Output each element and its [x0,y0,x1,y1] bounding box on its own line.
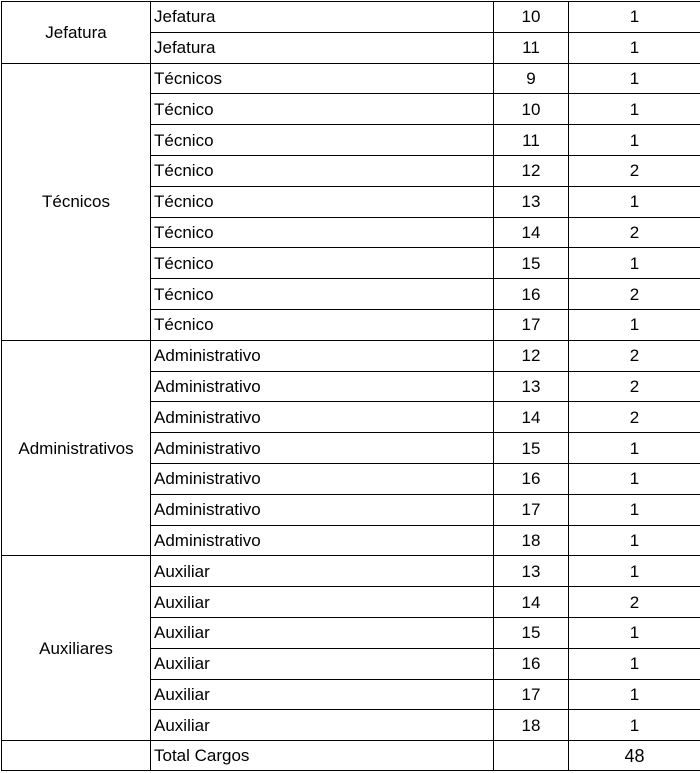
cargos-table [1,1,700,771]
grado-cell: 17 [494,309,569,340]
grado-cell: 14 [494,402,569,433]
grado-cell: 15 [494,617,569,648]
grado-cell: 17 [494,679,569,710]
cargo-cell: Auxiliar [151,679,494,710]
cargo-cell: Técnico [151,279,494,310]
group-label: Auxiliares [2,556,151,741]
total-value: 48 [569,741,700,771]
group-label: Técnicos [2,63,151,340]
cantidad-cell: 1 [569,32,700,63]
grado-cell: 17 [494,494,569,525]
cargo-cell: Técnico [151,217,494,248]
grado-cell: 12 [494,155,569,186]
table-row [2,63,700,94]
cantidad-cell: 1 [569,248,700,279]
cantidad-cell: 1 [569,186,700,217]
table-row [2,2,700,33]
table-row [2,556,700,587]
grado-cell: 15 [494,433,569,464]
cantidad-cell: 1 [569,525,700,556]
total-empty-cell [494,741,569,771]
cantidad-cell: 1 [569,94,700,125]
cargo-cell: Técnico [151,125,494,156]
cargo-cell: Administrativo [151,371,494,402]
cantidad-cell: 1 [569,309,700,340]
cantidad-cell: 1 [569,494,700,525]
cantidad-cell: 1 [569,2,700,33]
grado-cell: 18 [494,710,569,741]
cargo-cell: Auxiliar [151,648,494,679]
cargo-cell: Auxiliar [151,556,494,587]
cargo-cell: Administrativo [151,433,494,464]
grado-cell: 10 [494,94,569,125]
cantidad-cell: 1 [569,648,700,679]
cantidad-cell: 2 [569,155,700,186]
cargo-cell: Auxiliar [151,617,494,648]
grado-cell: 16 [494,648,569,679]
cantidad-cell: 1 [569,463,700,494]
total-row [2,741,700,771]
cargo-cell: Técnicos [151,63,494,94]
cargo-cell: Técnico [151,155,494,186]
total-label: Total Cargos [151,741,494,771]
cargo-cell: Administrativo [151,494,494,525]
total-empty-cell [2,741,151,771]
cargo-cell: Auxiliar [151,710,494,741]
cantidad-cell: 2 [569,279,700,310]
grado-cell: 18 [494,525,569,556]
cargo-cell: Jefatura [151,32,494,63]
grado-cell: 13 [494,371,569,402]
cargo-cell: Administrativo [151,340,494,371]
cargo-cell: Administrativo [151,525,494,556]
cantidad-cell: 1 [569,433,700,464]
grado-cell: 12 [494,340,569,371]
grado-cell: 15 [494,248,569,279]
grado-cell: 11 [494,32,569,63]
cantidad-cell: 1 [569,556,700,587]
cantidad-cell: 1 [569,125,700,156]
cantidad-cell: 1 [569,617,700,648]
grado-cell: 14 [494,587,569,618]
group-label: Administrativos [2,340,151,556]
cargos-table-body [2,2,700,771]
cantidad-cell: 1 [569,679,700,710]
cantidad-cell: 1 [569,63,700,94]
grado-cell: 13 [494,556,569,587]
cargo-cell: Administrativo [151,463,494,494]
grado-cell: 9 [494,63,569,94]
cargo-cell: Técnico [151,186,494,217]
cargo-cell: Técnico [151,94,494,125]
cargo-cell: Jefatura [151,2,494,33]
cantidad-cell: 2 [569,402,700,433]
cargo-cell: Técnico [151,248,494,279]
table-row [2,340,700,371]
cantidad-cell: 2 [569,217,700,248]
cantidad-cell: 2 [569,587,700,618]
grado-cell: 10 [494,2,569,33]
cargo-cell: Técnico [151,309,494,340]
cargo-cell: Administrativo [151,402,494,433]
cantidad-cell: 2 [569,371,700,402]
grado-cell: 16 [494,279,569,310]
grado-cell: 11 [494,125,569,156]
cantidad-cell: 1 [569,710,700,741]
cantidad-cell: 2 [569,340,700,371]
grado-cell: 16 [494,463,569,494]
group-label: Jefatura [2,2,151,64]
grado-cell: 13 [494,186,569,217]
grado-cell: 14 [494,217,569,248]
cargo-cell: Auxiliar [151,587,494,618]
